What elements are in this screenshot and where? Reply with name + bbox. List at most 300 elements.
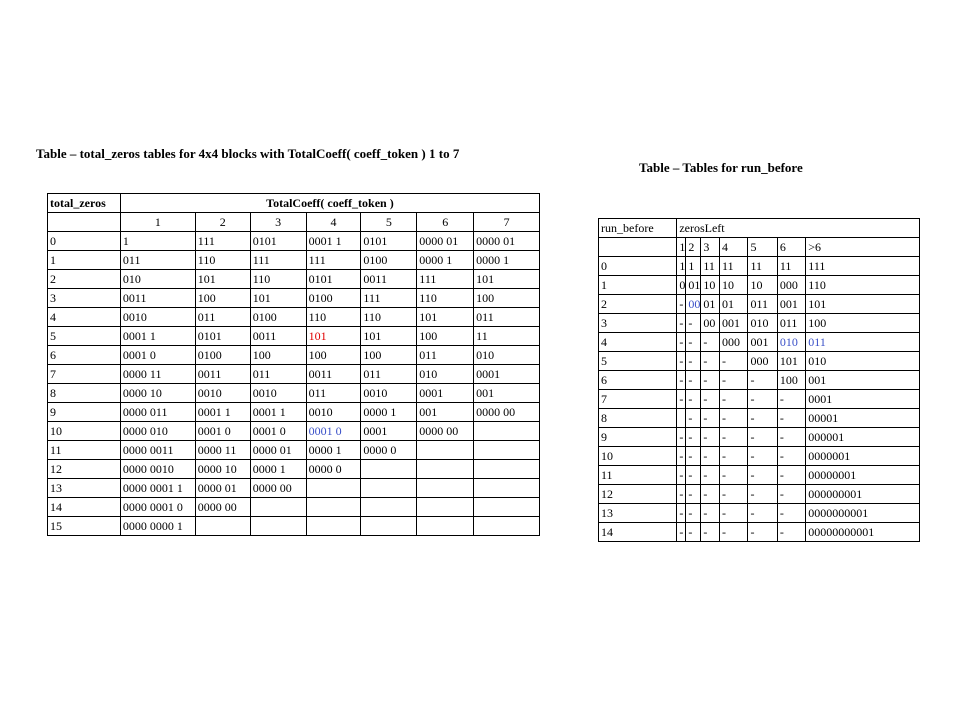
table-cell: -: [686, 504, 701, 523]
table-cell: 000: [777, 276, 805, 295]
table-cell: -: [720, 352, 748, 371]
table-cell: -: [686, 523, 701, 542]
table-cell: 11: [474, 327, 540, 346]
table-cell: -: [777, 447, 805, 466]
table-cell: 101: [195, 270, 250, 289]
table-row: [599, 295, 920, 314]
table-cell: 0001 1: [250, 403, 306, 422]
table-cell: 0100: [250, 308, 306, 327]
table-cell: 000: [748, 352, 777, 371]
run-before-row-label: 8: [599, 409, 677, 428]
table-cell: 011: [195, 308, 250, 327]
table-row: [599, 504, 920, 523]
table-cell: 11: [720, 257, 748, 276]
table-cell: -: [701, 371, 720, 390]
run-before-row-label: 7: [599, 390, 677, 409]
table-cell: 110: [417, 289, 474, 308]
table-cell: [474, 441, 540, 460]
table-cell: -: [686, 409, 701, 428]
table-cell: 0011: [250, 327, 306, 346]
table-cell: 00: [686, 295, 701, 314]
run-before-row-label: 9: [599, 428, 677, 447]
table-cell: 0001 1: [306, 232, 361, 251]
table-cell: 0010: [195, 384, 250, 403]
total-zeros-row-header: total_zeros: [48, 194, 121, 213]
run-before-row-label: 14: [599, 523, 677, 542]
table-cell: 0000 01: [195, 479, 250, 498]
table-cell: 0000 010: [120, 422, 195, 441]
table-row: [48, 232, 540, 251]
total-zeros-column-header: 5: [361, 213, 417, 232]
table-cell: -: [748, 466, 777, 485]
table-cell: -: [677, 447, 686, 466]
table-cell: 00001: [806, 409, 920, 428]
table-cell: -: [748, 428, 777, 447]
table-cell: [474, 422, 540, 441]
run-before-column-header: >6: [806, 238, 920, 257]
table-cell: 0001: [806, 390, 920, 409]
table-cell: 0000 1: [306, 441, 361, 460]
table-row: [48, 289, 540, 308]
table-cell: 0001 0: [195, 422, 250, 441]
table-cell: -: [686, 352, 701, 371]
table-cell: 1: [686, 257, 701, 276]
table-cell: 001: [474, 384, 540, 403]
table-cell: 0000001: [806, 447, 920, 466]
table-cell: 011: [748, 295, 777, 314]
total-zeros-column-header: 3: [250, 213, 306, 232]
table-cell: [417, 517, 474, 536]
table-cell: 100: [806, 314, 920, 333]
run-before-header-row: [599, 219, 920, 238]
table-cell: 0100: [195, 346, 250, 365]
run-before-row-header: run_before: [599, 219, 677, 238]
table-cell: 0000 0000 1: [120, 517, 195, 536]
table-cell: 000001: [806, 428, 920, 447]
table-cell: -: [748, 523, 777, 542]
table-cell: 101: [361, 327, 417, 346]
table-cell: 0000 1: [417, 251, 474, 270]
table-cell: 0000 11: [120, 365, 195, 384]
table-cell: 0: [677, 276, 686, 295]
table-cell: 0000 0010: [120, 460, 195, 479]
table-cell: 0010: [306, 403, 361, 422]
table-row: [48, 365, 540, 384]
table-cell: 0000 1: [250, 460, 306, 479]
table-cell: 0000 10: [120, 384, 195, 403]
run-before-column-header: 2: [686, 238, 701, 257]
table-cell: [417, 441, 474, 460]
table-row: [48, 479, 540, 498]
table-cell: 0000 00: [250, 479, 306, 498]
table-cell: 0011: [195, 365, 250, 384]
table-cell: 111: [361, 289, 417, 308]
run-before-corner-cell: [599, 238, 677, 257]
table-cell: 0010: [250, 384, 306, 403]
table-cell: 0000 1: [361, 403, 417, 422]
run-before-row-label: 4: [599, 333, 677, 352]
table-row: [599, 390, 920, 409]
table-cell: [361, 479, 417, 498]
table-cell: 00000000001: [806, 523, 920, 542]
table-cell: 0000 00: [417, 422, 474, 441]
run-before-group-header: zerosLeft: [677, 219, 920, 238]
table-cell: [417, 460, 474, 479]
table-cell: 011: [474, 308, 540, 327]
table-cell: 0011: [361, 270, 417, 289]
table-cell: [474, 498, 540, 517]
run-before-row-label: 1: [599, 276, 677, 295]
table-row: [48, 441, 540, 460]
run-before-column-header: 3: [701, 238, 720, 257]
table-cell: 0000 0001 0: [120, 498, 195, 517]
table-cell: 000: [720, 333, 748, 352]
total-zeros-column-header: 2: [195, 213, 250, 232]
table-cell: 001: [777, 295, 805, 314]
table-cell: 001: [417, 403, 474, 422]
table-row: [599, 523, 920, 542]
table-cell: -: [720, 409, 748, 428]
table-cell: -: [748, 371, 777, 390]
table-cell: -: [686, 428, 701, 447]
table-cell: 0100: [306, 289, 361, 308]
table-cell: 110: [250, 270, 306, 289]
table-cell: 11: [748, 257, 777, 276]
table-cell: 1: [677, 257, 686, 276]
table-cell: 111: [195, 232, 250, 251]
run-before-row-label: 6: [599, 371, 677, 390]
table-cell: -: [686, 371, 701, 390]
table-cell: -: [720, 466, 748, 485]
table-cell: 1: [120, 232, 195, 251]
total-zeros-row-label: 8: [48, 384, 121, 403]
table-cell: 01: [686, 276, 701, 295]
table-cell: -: [701, 485, 720, 504]
total-zeros-caption: Table – total_zeros tables for 4x4 blocks with TotalCoeff( coeff_token ) 1 to 7: [36, 146, 460, 161]
table-row: [599, 257, 920, 276]
total-zeros-row-label: 15: [48, 517, 121, 536]
table-cell: 0101: [195, 327, 250, 346]
table-cell: 0001 0: [120, 346, 195, 365]
run-before-column-header: 1: [677, 238, 686, 257]
table-cell: 111: [250, 251, 306, 270]
table-cell: 0001 1: [120, 327, 195, 346]
total-zeros-row-label: 5: [48, 327, 121, 346]
table-cell: -: [701, 409, 720, 428]
table-row: [599, 314, 920, 333]
table-cell: 011: [120, 251, 195, 270]
table-cell: [250, 498, 306, 517]
table-cell: -: [677, 428, 686, 447]
table-cell: -: [777, 466, 805, 485]
table-cell: -: [677, 295, 686, 314]
table-cell: -: [686, 447, 701, 466]
table-row: [48, 403, 540, 422]
table-cell: 100: [306, 346, 361, 365]
table-cell: 01: [720, 295, 748, 314]
table-row: [48, 460, 540, 479]
table-cell: -: [677, 390, 686, 409]
table-row: [48, 498, 540, 517]
table-cell: -: [701, 333, 720, 352]
table-cell: 010: [417, 365, 474, 384]
table-row: [599, 447, 920, 466]
table-cell: 100: [250, 346, 306, 365]
table-cell: -: [720, 390, 748, 409]
table-cell: 0000 11: [195, 441, 250, 460]
table-row: [599, 276, 920, 295]
table-cell: 001: [806, 371, 920, 390]
table-cell: 101: [806, 295, 920, 314]
table-cell: -: [701, 352, 720, 371]
table-cell: 001: [720, 314, 748, 333]
table-cell: -: [677, 333, 686, 352]
table-cell: -: [686, 466, 701, 485]
table-cell: -: [777, 428, 805, 447]
table-cell: [361, 517, 417, 536]
run-before-column-header: 5: [748, 238, 777, 257]
table-cell: -: [686, 333, 701, 352]
table-cell: -: [677, 371, 686, 390]
run-before-column-header: 4: [720, 238, 748, 257]
table-row: [599, 485, 920, 504]
table-cell: 101: [250, 289, 306, 308]
table-cell: -: [701, 504, 720, 523]
table-cell: [306, 479, 361, 498]
run-before-row-label: 11: [599, 466, 677, 485]
table-cell: -: [686, 485, 701, 504]
table-row: [48, 346, 540, 365]
table-cell: -: [686, 314, 701, 333]
total-zeros-row-label: 1: [48, 251, 121, 270]
table-cell: [474, 479, 540, 498]
table-cell: [306, 517, 361, 536]
table-cell: 0000 00: [195, 498, 250, 517]
table-cell: 0000 1: [474, 251, 540, 270]
table-cell: -: [701, 390, 720, 409]
table-cell: 0001: [361, 422, 417, 441]
table-cell: -: [720, 485, 748, 504]
table-cell: [250, 517, 306, 536]
table-cell: 100: [361, 346, 417, 365]
table-cell: 101: [306, 327, 361, 346]
table-cell: 0000 01: [474, 232, 540, 251]
table-cell: 011: [250, 365, 306, 384]
table-cell: -: [720, 523, 748, 542]
total-zeros-row-label: 14: [48, 498, 121, 517]
table-row: [599, 409, 920, 428]
table-cell: 01: [701, 295, 720, 314]
total-zeros-header-row: [48, 194, 540, 213]
table-cell: [677, 409, 686, 428]
total-zeros-column-row: [48, 213, 540, 232]
table-cell: 001: [748, 333, 777, 352]
table-cell: [306, 498, 361, 517]
total-zeros-row-label: 6: [48, 346, 121, 365]
table-cell: -: [720, 428, 748, 447]
table-cell: 11: [701, 257, 720, 276]
total-zeros-column-header: 6: [417, 213, 474, 232]
table-cell: 00: [701, 314, 720, 333]
table-cell: [474, 460, 540, 479]
table-row: [48, 384, 540, 403]
table-cell: 0011: [120, 289, 195, 308]
total-zeros-row-label: 0: [48, 232, 121, 251]
table-cell: 0100: [361, 251, 417, 270]
table-cell: 110: [361, 308, 417, 327]
table-cell: 101: [777, 352, 805, 371]
table-cell: 0000 0001 1: [120, 479, 195, 498]
table-cell: -: [748, 390, 777, 409]
table-cell: 010: [777, 333, 805, 352]
total-zeros-row-label: 9: [48, 403, 121, 422]
table-cell: 0000 10: [195, 460, 250, 479]
table-row: [599, 466, 920, 485]
table-row: [48, 422, 540, 441]
table-cell: 110: [806, 276, 920, 295]
total-zeros-row-label: 2: [48, 270, 121, 289]
table-cell: 101: [474, 270, 540, 289]
run-before-caption: Table – Tables for run_before: [639, 160, 803, 175]
table-cell: 010: [474, 346, 540, 365]
table-cell: 0001 0: [250, 422, 306, 441]
table-cell: 011: [777, 314, 805, 333]
table-cell: 110: [195, 251, 250, 270]
table-cell: -: [748, 504, 777, 523]
total-zeros-row-label: 12: [48, 460, 121, 479]
total-zeros-corner-cell: [48, 213, 121, 232]
run-before-table: [598, 218, 920, 542]
table-cell: 111: [417, 270, 474, 289]
table-cell: -: [701, 523, 720, 542]
table-cell: 0000 01: [250, 441, 306, 460]
table-cell: -: [701, 466, 720, 485]
run-before-row-label: 0: [599, 257, 677, 276]
total-zeros-column-header: 4: [306, 213, 361, 232]
total-zeros-row-label: 11: [48, 441, 121, 460]
table-cell: [361, 498, 417, 517]
table-cell: 011: [306, 384, 361, 403]
table-cell: -: [677, 504, 686, 523]
run-before-row-label: 5: [599, 352, 677, 371]
table-cell: 010: [806, 352, 920, 371]
table-cell: 111: [306, 251, 361, 270]
table-cell: -: [677, 523, 686, 542]
table-cell: 0101: [361, 232, 417, 251]
total-zeros-group-header: TotalCoeff( coeff_token ): [120, 194, 539, 213]
table-cell: 0010: [361, 384, 417, 403]
table-row: [599, 371, 920, 390]
table-cell: [417, 498, 474, 517]
table-cell: 110: [306, 308, 361, 327]
table-cell: -: [777, 523, 805, 542]
table-cell: -: [720, 504, 748, 523]
run-before-row-label: 2: [599, 295, 677, 314]
table-cell: 00000001: [806, 466, 920, 485]
total-zeros-column-header: 1: [120, 213, 195, 232]
table-cell: 100: [417, 327, 474, 346]
table-cell: 0000 01: [417, 232, 474, 251]
table-cell: 0001: [417, 384, 474, 403]
table-cell: -: [677, 485, 686, 504]
table-cell: -: [686, 390, 701, 409]
table-cell: -: [720, 371, 748, 390]
table-cell: 0000 0: [306, 460, 361, 479]
table-cell: -: [777, 504, 805, 523]
run-before-column-header: 6: [777, 238, 805, 257]
table-cell: 0000 011: [120, 403, 195, 422]
table-cell: 0010: [120, 308, 195, 327]
table-cell: 0000000001: [806, 504, 920, 523]
table-cell: 011: [806, 333, 920, 352]
table-cell: 10: [701, 276, 720, 295]
table-row: [599, 333, 920, 352]
table-cell: 010: [748, 314, 777, 333]
table-row: [48, 517, 540, 536]
table-cell: [195, 517, 250, 536]
table-cell: 0000 00: [474, 403, 540, 422]
total-zeros-row-label: 4: [48, 308, 121, 327]
total-zeros-column-header: 7: [474, 213, 540, 232]
table-cell: -: [748, 447, 777, 466]
table-cell: -: [701, 428, 720, 447]
table-cell: 0101: [250, 232, 306, 251]
table-cell: -: [748, 485, 777, 504]
table-cell: 10: [748, 276, 777, 295]
table-row: [48, 308, 540, 327]
table-cell: 0011: [306, 365, 361, 384]
table-row: [599, 428, 920, 447]
table-cell: 0101: [306, 270, 361, 289]
table-cell: [361, 460, 417, 479]
table-cell: 0001 1: [195, 403, 250, 422]
table-row: [48, 270, 540, 289]
table-cell: 0001: [474, 365, 540, 384]
table-cell: 000000001: [806, 485, 920, 504]
total-zeros-table: [47, 193, 540, 536]
table-cell: -: [677, 352, 686, 371]
total-zeros-row-label: 10: [48, 422, 121, 441]
run-before-row-label: 3: [599, 314, 677, 333]
table-cell: -: [748, 409, 777, 428]
table-cell: 011: [417, 346, 474, 365]
run-before-column-row: [599, 238, 920, 257]
table-cell: 011: [361, 365, 417, 384]
table-cell: 100: [195, 289, 250, 308]
table-cell: 0000 0011: [120, 441, 195, 460]
table-cell: -: [720, 447, 748, 466]
run-before-row-label: 13: [599, 504, 677, 523]
table-row: [599, 352, 920, 371]
table-cell: 0001 0: [306, 422, 361, 441]
table-cell: 11: [777, 257, 805, 276]
table-row: [48, 327, 540, 346]
table-cell: 100: [777, 371, 805, 390]
table-cell: [417, 479, 474, 498]
table-cell: 101: [417, 308, 474, 327]
table-cell: -: [777, 485, 805, 504]
total-zeros-row-label: 13: [48, 479, 121, 498]
table-cell: 0000 0: [361, 441, 417, 460]
table-cell: [474, 517, 540, 536]
table-cell: -: [777, 409, 805, 428]
table-cell: 010: [120, 270, 195, 289]
table-cell: -: [701, 447, 720, 466]
table-row: [48, 251, 540, 270]
total-zeros-row-label: 3: [48, 289, 121, 308]
table-cell: -: [677, 314, 686, 333]
run-before-row-label: 12: [599, 485, 677, 504]
